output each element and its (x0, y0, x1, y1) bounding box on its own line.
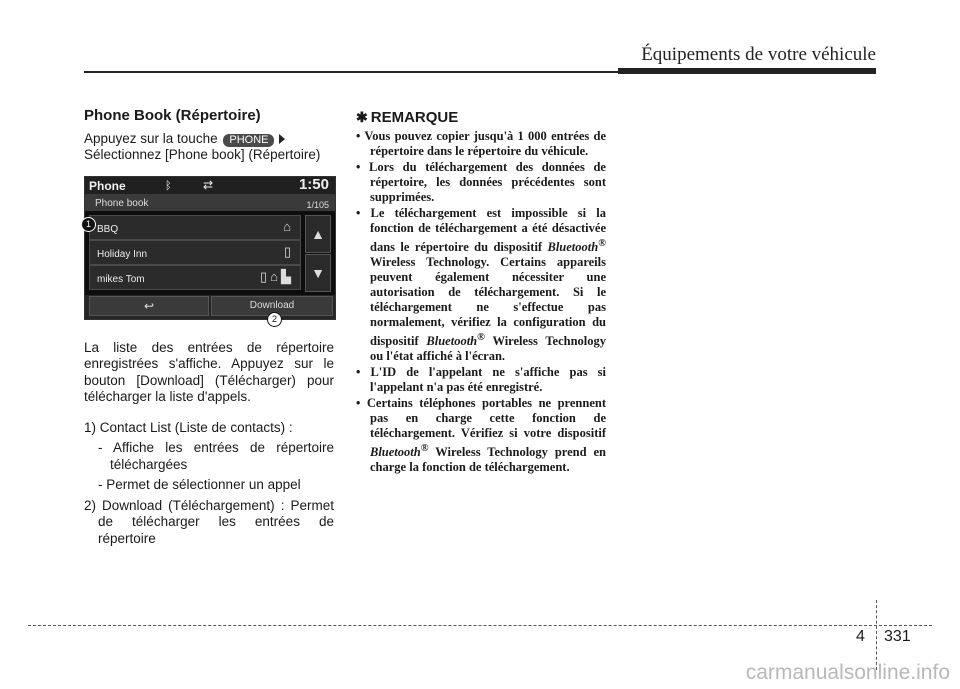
footer-rule (28, 625, 932, 626)
screen-title: Phone (89, 178, 126, 193)
body-text (84, 340, 334, 406)
chapter-number: 4 (856, 628, 865, 645)
note-item: • Certains téléphones portables ne prennent pas en charge cette fonction de téléchargement. Vérifiez si votre dispositif Bluetooth® Wireless Technology prend en charge la fonction de téléchargement. (356, 396, 606, 475)
screen-counter: 1/105 (306, 199, 329, 210)
header-rule-accent (618, 68, 876, 74)
note-item: • Le téléchargement est impossible si la fonction de téléchargement a été désactivée dans le répertoire du dispositif Bluetooth® Wireless Technology. Certains appareils peuvent également nécessiter une autorisation de téléchargement. Si le téléchargement ne s'effectue pas normalement, vérifiez la configuration du dispositif Bluetooth® Wireless Technology ou l'état affiché à l'écran. (356, 206, 606, 364)
list-subitem: - Affiche les entrées de répertoire téléchargées (98, 440, 334, 472)
callout-1: 1 (81, 217, 96, 232)
arrow-right-icon (279, 134, 285, 144)
screen-clock: 1:50 (298, 175, 329, 193)
page-header-title: Équipements de votre véhicule (641, 44, 876, 65)
note-star-icon: ✱ (356, 109, 368, 125)
phone-type-icons: ▯⌂▙ (259, 268, 294, 284)
screen-status-bar (85, 177, 335, 194)
scroll-down-icon: ▼ (305, 254, 331, 292)
screen-subtitle: Phone book (95, 197, 149, 209)
contact-name: mikes Tom (97, 273, 145, 285)
contact-name: BBQ (97, 223, 119, 235)
watermark: carmanualsonline.info (745, 661, 950, 684)
usb-icon: ⇄ (203, 177, 214, 192)
phonebook-screen-image (84, 175, 336, 324)
footer-divider (876, 600, 877, 670)
contact-row (89, 265, 301, 290)
screen-subheader (85, 194, 335, 211)
callout-2: 2 (267, 312, 282, 327)
instruction-text-2: Sélectionnez [Phone book] (Répertoire) (84, 147, 321, 162)
description-paragraph: La liste des entrées de répertoire enregistrées s'affiche. Appuyez sur le bouton [Download] (Télécharger) pour télécharger la liste d'appels. (84, 339, 334, 404)
note-column (356, 110, 606, 476)
phone-key-badge: PHONE (223, 134, 274, 147)
note-item: • L'ID de l'appelant ne s'affiche pas si l'appelant n'a pas été enregistré. (356, 365, 606, 395)
contact-row (89, 215, 301, 240)
section-title: Phone Book (Répertoire) (84, 107, 261, 124)
page-number: 331 (884, 628, 911, 645)
download-button-image: Download (211, 296, 333, 316)
scroll-up-icon: ▲ (305, 215, 331, 253)
instruction (84, 131, 334, 164)
contact-name: Holiday Inn (97, 248, 148, 260)
left-column (84, 108, 334, 547)
note-item: • Lors du téléchargement des données de répertoire, les données précédentes sont supprimées. (356, 160, 606, 205)
back-icon: ↩ (89, 296, 209, 316)
instruction-text: Appuyez sur la touche (84, 130, 218, 146)
mobile-icon: ▯ (283, 243, 294, 259)
definition-list (84, 420, 334, 548)
bluetooth-icon: ᛒ (165, 179, 172, 192)
list-subitem: - Permet de sélectionner un appel (98, 477, 301, 492)
contact-row (89, 240, 301, 265)
list-item: 1) Contact List (Liste de contacts) : (84, 419, 293, 435)
note-list (356, 129, 606, 475)
note-title: ✱ REMARQUE (356, 109, 459, 126)
home-icon: ⌂ (283, 218, 294, 234)
list-item: 2) Download (Téléchargement) : Permet de télécharger les entrées de répertoire (84, 497, 334, 546)
note-item: • Vous pouvez copier jusqu'à 1 000 entrées de répertoire dans le répertoire du véhicule. (356, 129, 606, 159)
